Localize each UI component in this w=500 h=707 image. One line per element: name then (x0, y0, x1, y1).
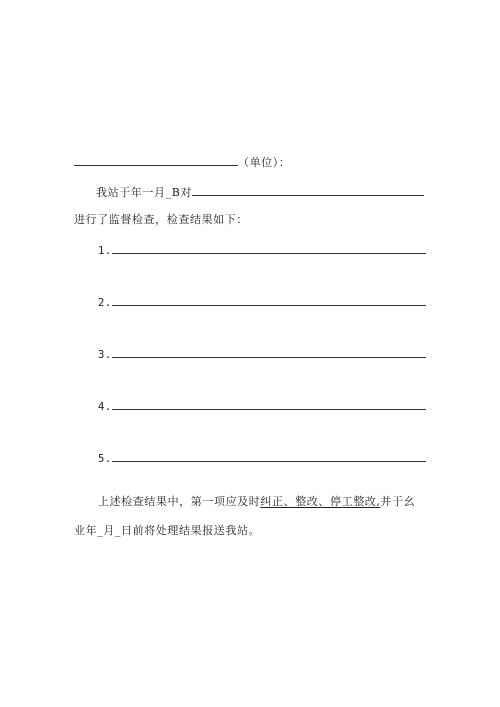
result-blank-1[interactable] (112, 242, 426, 254)
intro-text-1: 我站于年一月_B对 (96, 186, 192, 199)
closing-line-1 (98, 495, 415, 509)
closing-text-c: 并于幺 (380, 495, 416, 508)
result-number-4: 4. (98, 401, 112, 413)
result-blank-3[interactable] (112, 346, 426, 358)
result-item-2 (98, 294, 426, 310)
result-number-1: 1. (98, 245, 112, 257)
result-blank-4[interactable] (112, 398, 426, 410)
result-blank-2[interactable] (112, 294, 426, 306)
intro-line-1 (96, 184, 424, 200)
recipient-blank[interactable] (74, 154, 238, 166)
closing-text-a: 上述检查结果中，第一项应及时 (98, 495, 261, 508)
result-blank-5[interactable] (112, 450, 426, 462)
closing-text-2: 业年_月_日前将处理结果报送我站。 (74, 524, 261, 537)
closing-remedy-options: 纠正、整改、停工整改, (260, 495, 381, 508)
result-number-5: 5. (98, 453, 112, 465)
intro-text-2: 进行了监督检查，检查结果如下： (74, 213, 248, 226)
unit-suffix: （单位）： (238, 156, 291, 169)
result-number-2: 2. (98, 297, 112, 309)
intro-line-2 (74, 213, 248, 227)
result-number-3: 3. (98, 349, 112, 361)
recipient-line (74, 154, 291, 170)
result-item-5 (98, 450, 426, 466)
result-item-3 (98, 346, 426, 362)
inspected-unit-blank[interactable] (192, 184, 424, 196)
result-item-1 (98, 242, 426, 258)
closing-line-2 (74, 524, 260, 538)
result-item-4 (98, 398, 426, 414)
